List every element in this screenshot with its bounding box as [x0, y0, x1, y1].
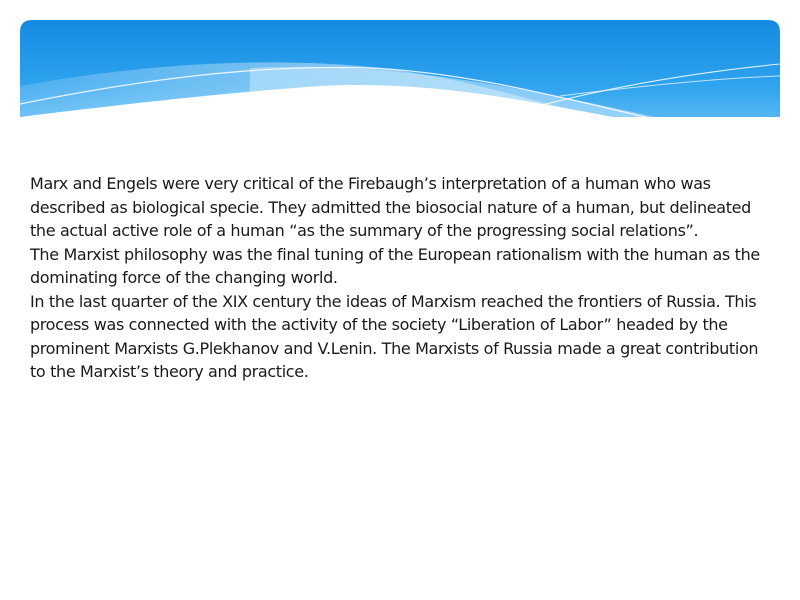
- paragraph-marxist-philosophy: The Marxist philosophy was the final tuning of the European rationalism with the human as the dominating force of the changing world.: [30, 244, 760, 287]
- paragraph-marxism-russia: In the last quarter of the XIX century the ideas of Marxism reached the frontiers of Russia. This process was connected with the activity of the society “Liberation of Labor” headed by the prominent Marxists G.Plekhanov and V.Lenin. The Marxists of Russia made a great contribution to the Marxist’s theory and practice.: [30, 291, 759, 381]
- slide-header-banner: [20, 20, 780, 138]
- header-wave-graphic: [20, 20, 780, 138]
- paragraph-marx-engels: Marx and Engels were very critical of the Firebaugh’s interpretation of a human who was described as biological specie. They admitted the biosocial nature of a human, but delineated the actual active role of a human “as the summary of the progressing social relations”.: [30, 174, 751, 240]
- slide-body-text: [30, 172, 770, 384]
